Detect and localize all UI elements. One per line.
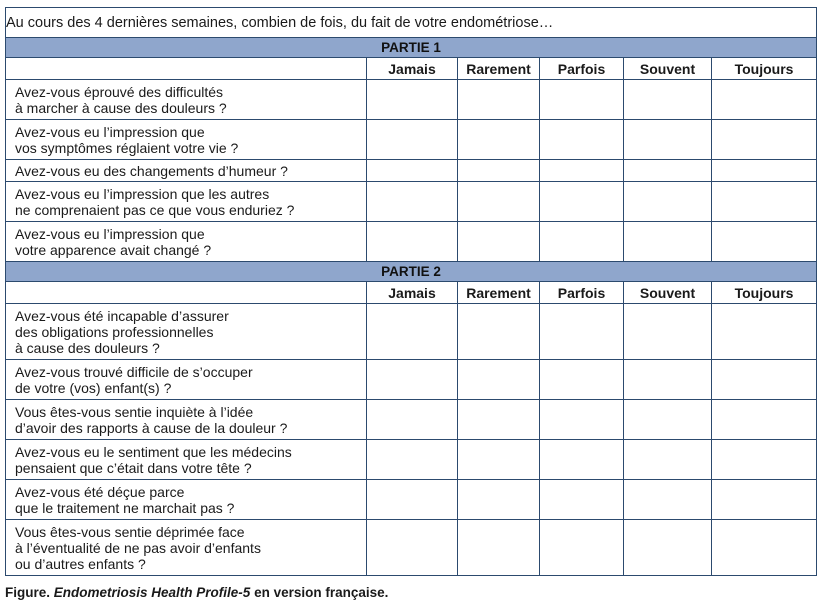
question-line: ne comprenaient pas ce que vous enduriez ? bbox=[15, 201, 295, 218]
answer-jamais[interactable] bbox=[367, 160, 458, 182]
answer-rarement[interactable] bbox=[458, 80, 540, 120]
answer-toujours[interactable] bbox=[712, 440, 817, 480]
answer-jamais[interactable] bbox=[367, 80, 458, 120]
part1-header bbox=[6, 38, 817, 58]
table-row bbox=[6, 304, 817, 360]
col-jamais: Jamais bbox=[367, 282, 458, 304]
question-line: Vous êtes-vous sentie déprimée face bbox=[15, 523, 245, 540]
table-row bbox=[6, 480, 817, 520]
answer-souvent[interactable] bbox=[624, 400, 712, 440]
question-line: d’avoir des rapports à cause de la douleur ? bbox=[15, 419, 288, 436]
question-line: Avez-vous eu l’impression que bbox=[15, 225, 205, 242]
table-row bbox=[6, 400, 817, 440]
question-line: Avez-vous éprouvé des difficultés bbox=[15, 83, 224, 100]
question-line: Avez-vous eu l’impression que bbox=[15, 123, 205, 140]
part2-header bbox=[6, 262, 817, 282]
question-line: votre apparence avait changé ? bbox=[15, 241, 212, 258]
answer-jamais[interactable] bbox=[367, 304, 458, 360]
question-text bbox=[6, 222, 367, 262]
col-toujours: Toujours bbox=[712, 58, 817, 80]
answer-toujours[interactable] bbox=[712, 80, 817, 120]
answer-souvent[interactable] bbox=[624, 304, 712, 360]
col-souvent: Souvent bbox=[624, 58, 712, 80]
question-line: à l’éventualité de ne pas avoir d’enfants bbox=[15, 539, 261, 556]
part2-title: PARTIE 2 bbox=[6, 262, 817, 282]
answer-toujours[interactable] bbox=[712, 160, 817, 182]
question-text bbox=[6, 80, 367, 120]
question-line: à cause des douleurs ? bbox=[15, 339, 160, 356]
question-line: Avez-vous été incapable d’assurer bbox=[15, 307, 229, 324]
part1-title: PARTIE 1 bbox=[6, 38, 817, 58]
table-row bbox=[6, 80, 817, 120]
answer-rarement[interactable] bbox=[458, 304, 540, 360]
answer-jamais[interactable] bbox=[367, 182, 458, 222]
col-jamais: Jamais bbox=[367, 58, 458, 80]
caption-suffix: en version française. bbox=[250, 585, 389, 600]
answer-jamais[interactable] bbox=[367, 360, 458, 400]
question-text bbox=[6, 304, 367, 360]
question-line: Avez-vous trouvé difficile de s’occuper bbox=[15, 363, 253, 380]
part2-column-headers bbox=[6, 282, 817, 304]
questionnaire bbox=[5, 7, 816, 582]
answer-souvent[interactable] bbox=[624, 160, 712, 182]
question-line: pensaient que c’était dans votre tête ? bbox=[15, 459, 252, 476]
question-column-header bbox=[6, 282, 367, 304]
table-row bbox=[6, 520, 817, 576]
answer-jamais[interactable] bbox=[367, 520, 458, 576]
answer-parfois[interactable] bbox=[540, 360, 624, 400]
question-text bbox=[6, 120, 367, 160]
question-text bbox=[6, 160, 367, 182]
col-rarement: Rarement bbox=[458, 282, 540, 304]
answer-rarement[interactable] bbox=[458, 120, 540, 160]
answer-jamais[interactable] bbox=[367, 120, 458, 160]
intro-text: Au cours des 4 dernières semaines, combien de fois, du fait de votre endométriose… bbox=[6, 8, 817, 38]
answer-jamais[interactable] bbox=[367, 400, 458, 440]
question-line: à marcher à cause des douleurs ? bbox=[15, 99, 227, 116]
answer-parfois[interactable] bbox=[540, 120, 624, 160]
answer-jamais[interactable] bbox=[367, 480, 458, 520]
caption-prefix: Figure. bbox=[5, 585, 54, 600]
answer-rarement[interactable] bbox=[458, 360, 540, 400]
answer-souvent[interactable] bbox=[624, 182, 712, 222]
table-row bbox=[6, 440, 817, 480]
answer-souvent[interactable] bbox=[624, 80, 712, 120]
answer-toujours[interactable] bbox=[712, 120, 817, 160]
col-toujours: Toujours bbox=[712, 282, 817, 304]
table-row bbox=[6, 160, 817, 182]
answer-parfois[interactable] bbox=[540, 182, 624, 222]
answer-toujours[interactable] bbox=[712, 304, 817, 360]
answer-toujours[interactable] bbox=[712, 360, 817, 400]
question-line: Avez-vous eu des changements d’humeur ? bbox=[15, 162, 288, 179]
answer-souvent[interactable] bbox=[624, 120, 712, 160]
col-rarement: Rarement bbox=[458, 58, 540, 80]
answer-jamais[interactable] bbox=[367, 440, 458, 480]
question-column-header bbox=[6, 58, 367, 80]
answer-rarement[interactable] bbox=[458, 400, 540, 440]
answer-parfois[interactable] bbox=[540, 440, 624, 480]
intro-row bbox=[6, 8, 817, 38]
answer-parfois[interactable] bbox=[540, 520, 624, 576]
table-row bbox=[6, 182, 817, 222]
answer-parfois[interactable] bbox=[540, 222, 624, 262]
answer-toujours[interactable] bbox=[712, 400, 817, 440]
answer-parfois[interactable] bbox=[540, 160, 624, 182]
answer-parfois[interactable] bbox=[540, 80, 624, 120]
answer-parfois[interactable] bbox=[540, 400, 624, 440]
answer-souvent[interactable] bbox=[624, 480, 712, 520]
answer-rarement[interactable] bbox=[458, 222, 540, 262]
answer-rarement[interactable] bbox=[458, 182, 540, 222]
answer-parfois[interactable] bbox=[540, 480, 624, 520]
answer-souvent[interactable] bbox=[624, 222, 712, 262]
part1-column-headers bbox=[6, 58, 817, 80]
table-row bbox=[6, 120, 817, 160]
question-line: Vous êtes-vous sentie inquiète à l’idée bbox=[15, 403, 254, 420]
question-text bbox=[6, 520, 367, 576]
question-line: Avez-vous eu l’impression que les autres bbox=[15, 185, 270, 202]
question-text bbox=[6, 360, 367, 400]
questionnaire-table bbox=[5, 7, 817, 576]
answer-souvent[interactable] bbox=[624, 440, 712, 480]
answer-souvent[interactable] bbox=[624, 520, 712, 576]
answer-rarement[interactable] bbox=[458, 440, 540, 480]
question-line: Avez-vous eu le sentiment que les médecins bbox=[15, 443, 292, 460]
col-parfois: Parfois bbox=[540, 58, 624, 80]
question-text bbox=[6, 400, 367, 440]
answer-jamais[interactable] bbox=[367, 222, 458, 262]
answer-rarement[interactable] bbox=[458, 480, 540, 520]
answer-toujours[interactable] bbox=[712, 222, 817, 262]
question-text bbox=[6, 480, 367, 520]
answer-toujours[interactable] bbox=[712, 480, 817, 520]
answer-souvent[interactable] bbox=[624, 360, 712, 400]
question-line: ou d’autres enfants ? bbox=[15, 555, 146, 572]
question-line: Avez-vous été déçue parce bbox=[15, 483, 185, 500]
question-text bbox=[6, 182, 367, 222]
col-souvent: Souvent bbox=[624, 282, 712, 304]
question-line: de votre (vos) enfant(s) ? bbox=[15, 379, 172, 396]
question-text bbox=[6, 440, 367, 480]
col-parfois: Parfois bbox=[540, 282, 624, 304]
answer-rarement[interactable] bbox=[458, 160, 540, 182]
caption-title: Endometriosis Health Profile-5 bbox=[53, 585, 251, 600]
answer-rarement[interactable] bbox=[458, 520, 540, 576]
question-line: vos symptômes réglaient votre vie ? bbox=[15, 139, 239, 156]
answer-parfois[interactable] bbox=[540, 304, 624, 360]
table-row bbox=[6, 222, 817, 262]
question-line: des obligations professionnelles bbox=[15, 323, 214, 340]
answer-toujours[interactable] bbox=[712, 520, 817, 576]
question-line: que le traitement ne marchait pas ? bbox=[15, 499, 235, 516]
table-row bbox=[6, 360, 817, 400]
figure-caption bbox=[5, 585, 388, 600]
answer-toujours[interactable] bbox=[712, 182, 817, 222]
